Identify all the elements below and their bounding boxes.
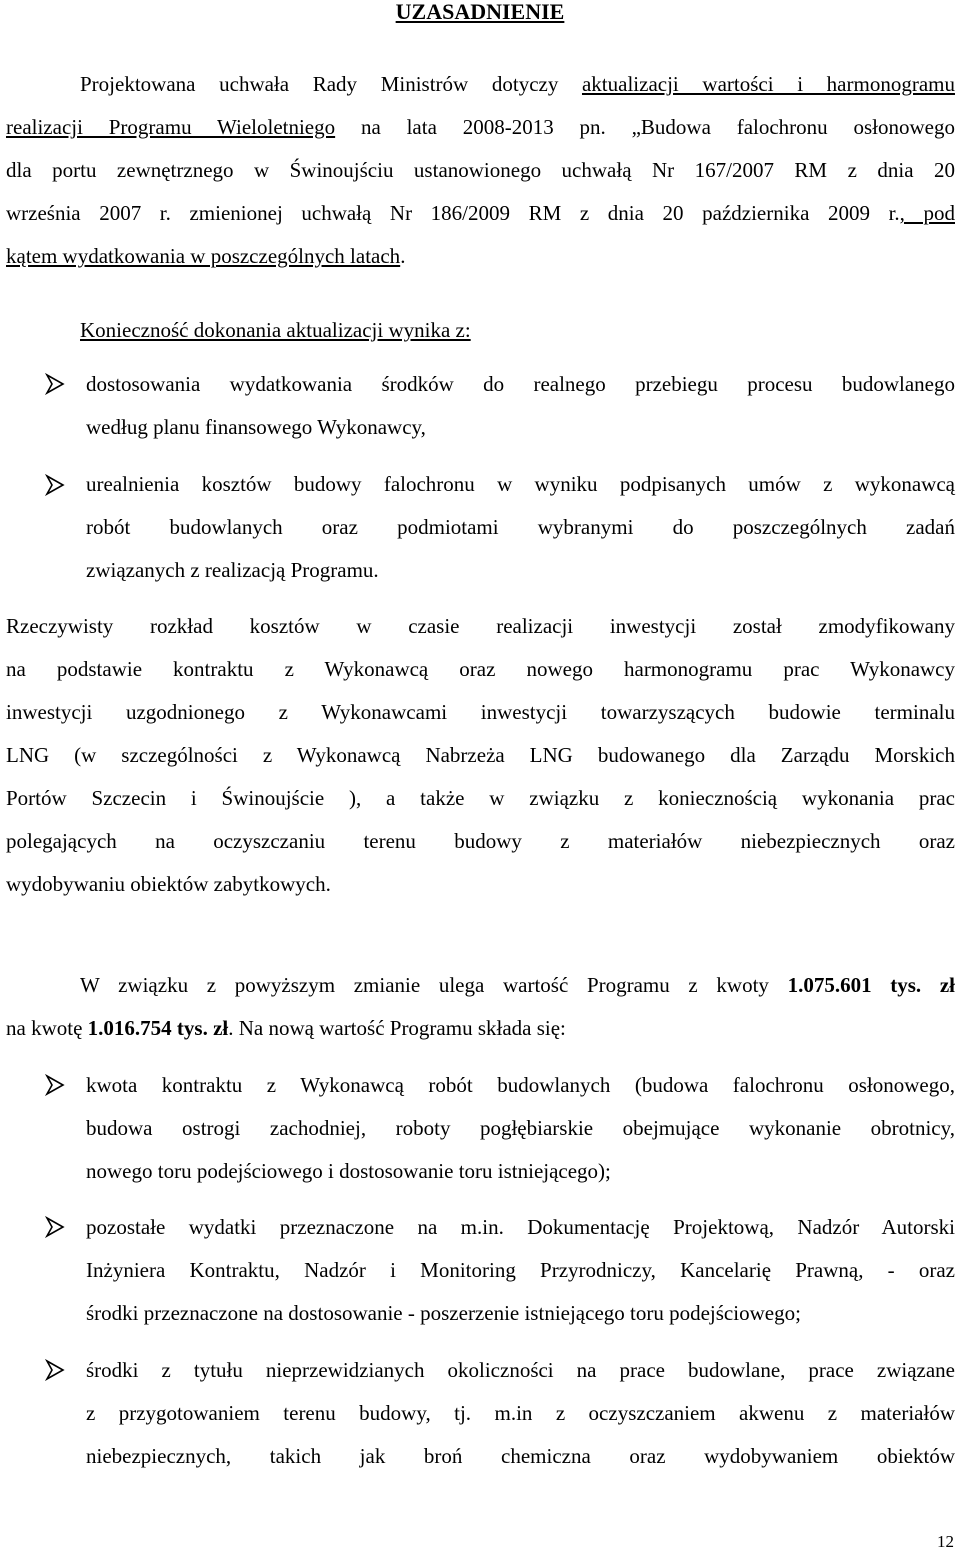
- necessity-heading: Konieczność dokonania aktualizacji wynika z:: [80, 318, 471, 342]
- arrowhead-bullet-icon: [44, 1074, 66, 1096]
- intro-line-1: Projektowana uchwała Rady Ministrów dotyczy aktualizacji wartości i harmonogramu: [80, 72, 955, 96]
- list-item-line: budowa ostrogi zachodniej, roboty pogłębiarskie obejmujące wykonanie obrotnicy,: [86, 1116, 955, 1140]
- intro-line-4: września 2007 r. zmienionej uchwałą Nr 186/2009 RM z dnia 20 października 2009 r., pod: [6, 201, 955, 225]
- list-item-line: związanych z realizacją Programu.: [86, 558, 379, 582]
- paragraph-line: LNG (w szczególności z Wykonawcą Nabrzeża LNG budowanego dla Zarządu Morskich: [6, 743, 955, 767]
- paragraph-line: Rzeczywisty rozkład kosztów w czasie realizacji inwestycji został zmodyfikowany: [6, 614, 955, 638]
- paragraph-line: inwestycji uzgodnionego z Wykonawcami inwestycji towarzyszących budowie terminalu: [6, 700, 955, 724]
- intro-line-3: dla portu zewnętrznego w Świnoujściu ustanowionego uchwałą Nr 167/2007 RM z dnia 20: [6, 158, 955, 182]
- paragraph-line: na podstawie kontraktu z Wykonawcą oraz nowego harmonogramu prac Wykonawcy: [6, 657, 955, 681]
- intro-line-2: realizacji Programu Wieloletniego na lata 2008-2013 pn. „Budowa falochronu osłonowego: [6, 115, 955, 139]
- value-change-line-2: na kwotę 1.016.754 tys. zł. Na nową wartość Programu składa się:: [6, 1016, 566, 1040]
- list-item-line: Inżyniera Kontraktu, Nadzór i Monitoring Przyrodniczy, Kancelarię Prawną, - oraz: [86, 1258, 955, 1282]
- page-number: 12: [937, 1532, 954, 1551]
- paragraph-line: polegających na oczyszczaniu terenu budowy z materiałów niebezpiecznych oraz: [6, 829, 955, 853]
- list-item-line: niebezpiecznych, takich jak broń chemiczna oraz wydobywaniem obiektów: [86, 1444, 955, 1468]
- value-change-line-1: W związku z powyższym zmianie ulega wartość Programu z kwoty 1.075.601 tys. zł: [80, 973, 955, 997]
- document-title: UZASADNIENIE: [395, 0, 565, 24]
- arrowhead-bullet-icon: [44, 373, 66, 395]
- arrowhead-bullet-icon: [44, 474, 66, 496]
- intro-line-5: kątem wydatkowania w poszczególnych latach.: [6, 244, 406, 268]
- list-item-line: kwota kontraktu z Wykonawcą robót budowlanych (budowa falochronu osłonowego,: [86, 1073, 955, 1097]
- list-item-line: robót budowlanych oraz podmiotami wybranymi do poszczególnych zadań: [86, 515, 955, 539]
- arrowhead-bullet-icon: [44, 1359, 66, 1381]
- arrowhead-bullet-icon: [44, 1216, 66, 1238]
- paragraph-line: wydobywaniu obiektów zabytkowych.: [6, 872, 331, 896]
- list-item-line: nowego toru podejściowego i dostosowanie toru istniejącego);: [86, 1159, 611, 1183]
- list-item-line: środki z tytułu nieprzewidzianych okoliczności na prace budowlane, prace związane: [86, 1358, 955, 1382]
- list-item-line: urealnienia kosztów budowy falochronu w wyniku podpisanych umów z wykonawcą: [86, 472, 955, 496]
- list-item-line: środki przeznaczone na dostosowanie - poszerzenie istniejącego toru podejściowego;: [86, 1301, 801, 1325]
- list-item-line: z przygotowaniem terenu budowy, tj. m.in z oczyszczaniem akwenu z materiałów: [86, 1401, 955, 1425]
- list-item-line: według planu finansowego Wykonawcy,: [86, 415, 426, 439]
- list-item-line: pozostałe wydatki przeznaczone na m.in. Dokumentację Projektową, Nadzór Autorski: [86, 1215, 955, 1239]
- list-item-line: dostosowania wydatkowania środków do realnego przebiegu procesu budowlanego: [86, 372, 955, 396]
- paragraph-line: Portów Szczecin i Świnoujście ), a także w związku z koniecznością wykonania prac: [6, 786, 955, 810]
